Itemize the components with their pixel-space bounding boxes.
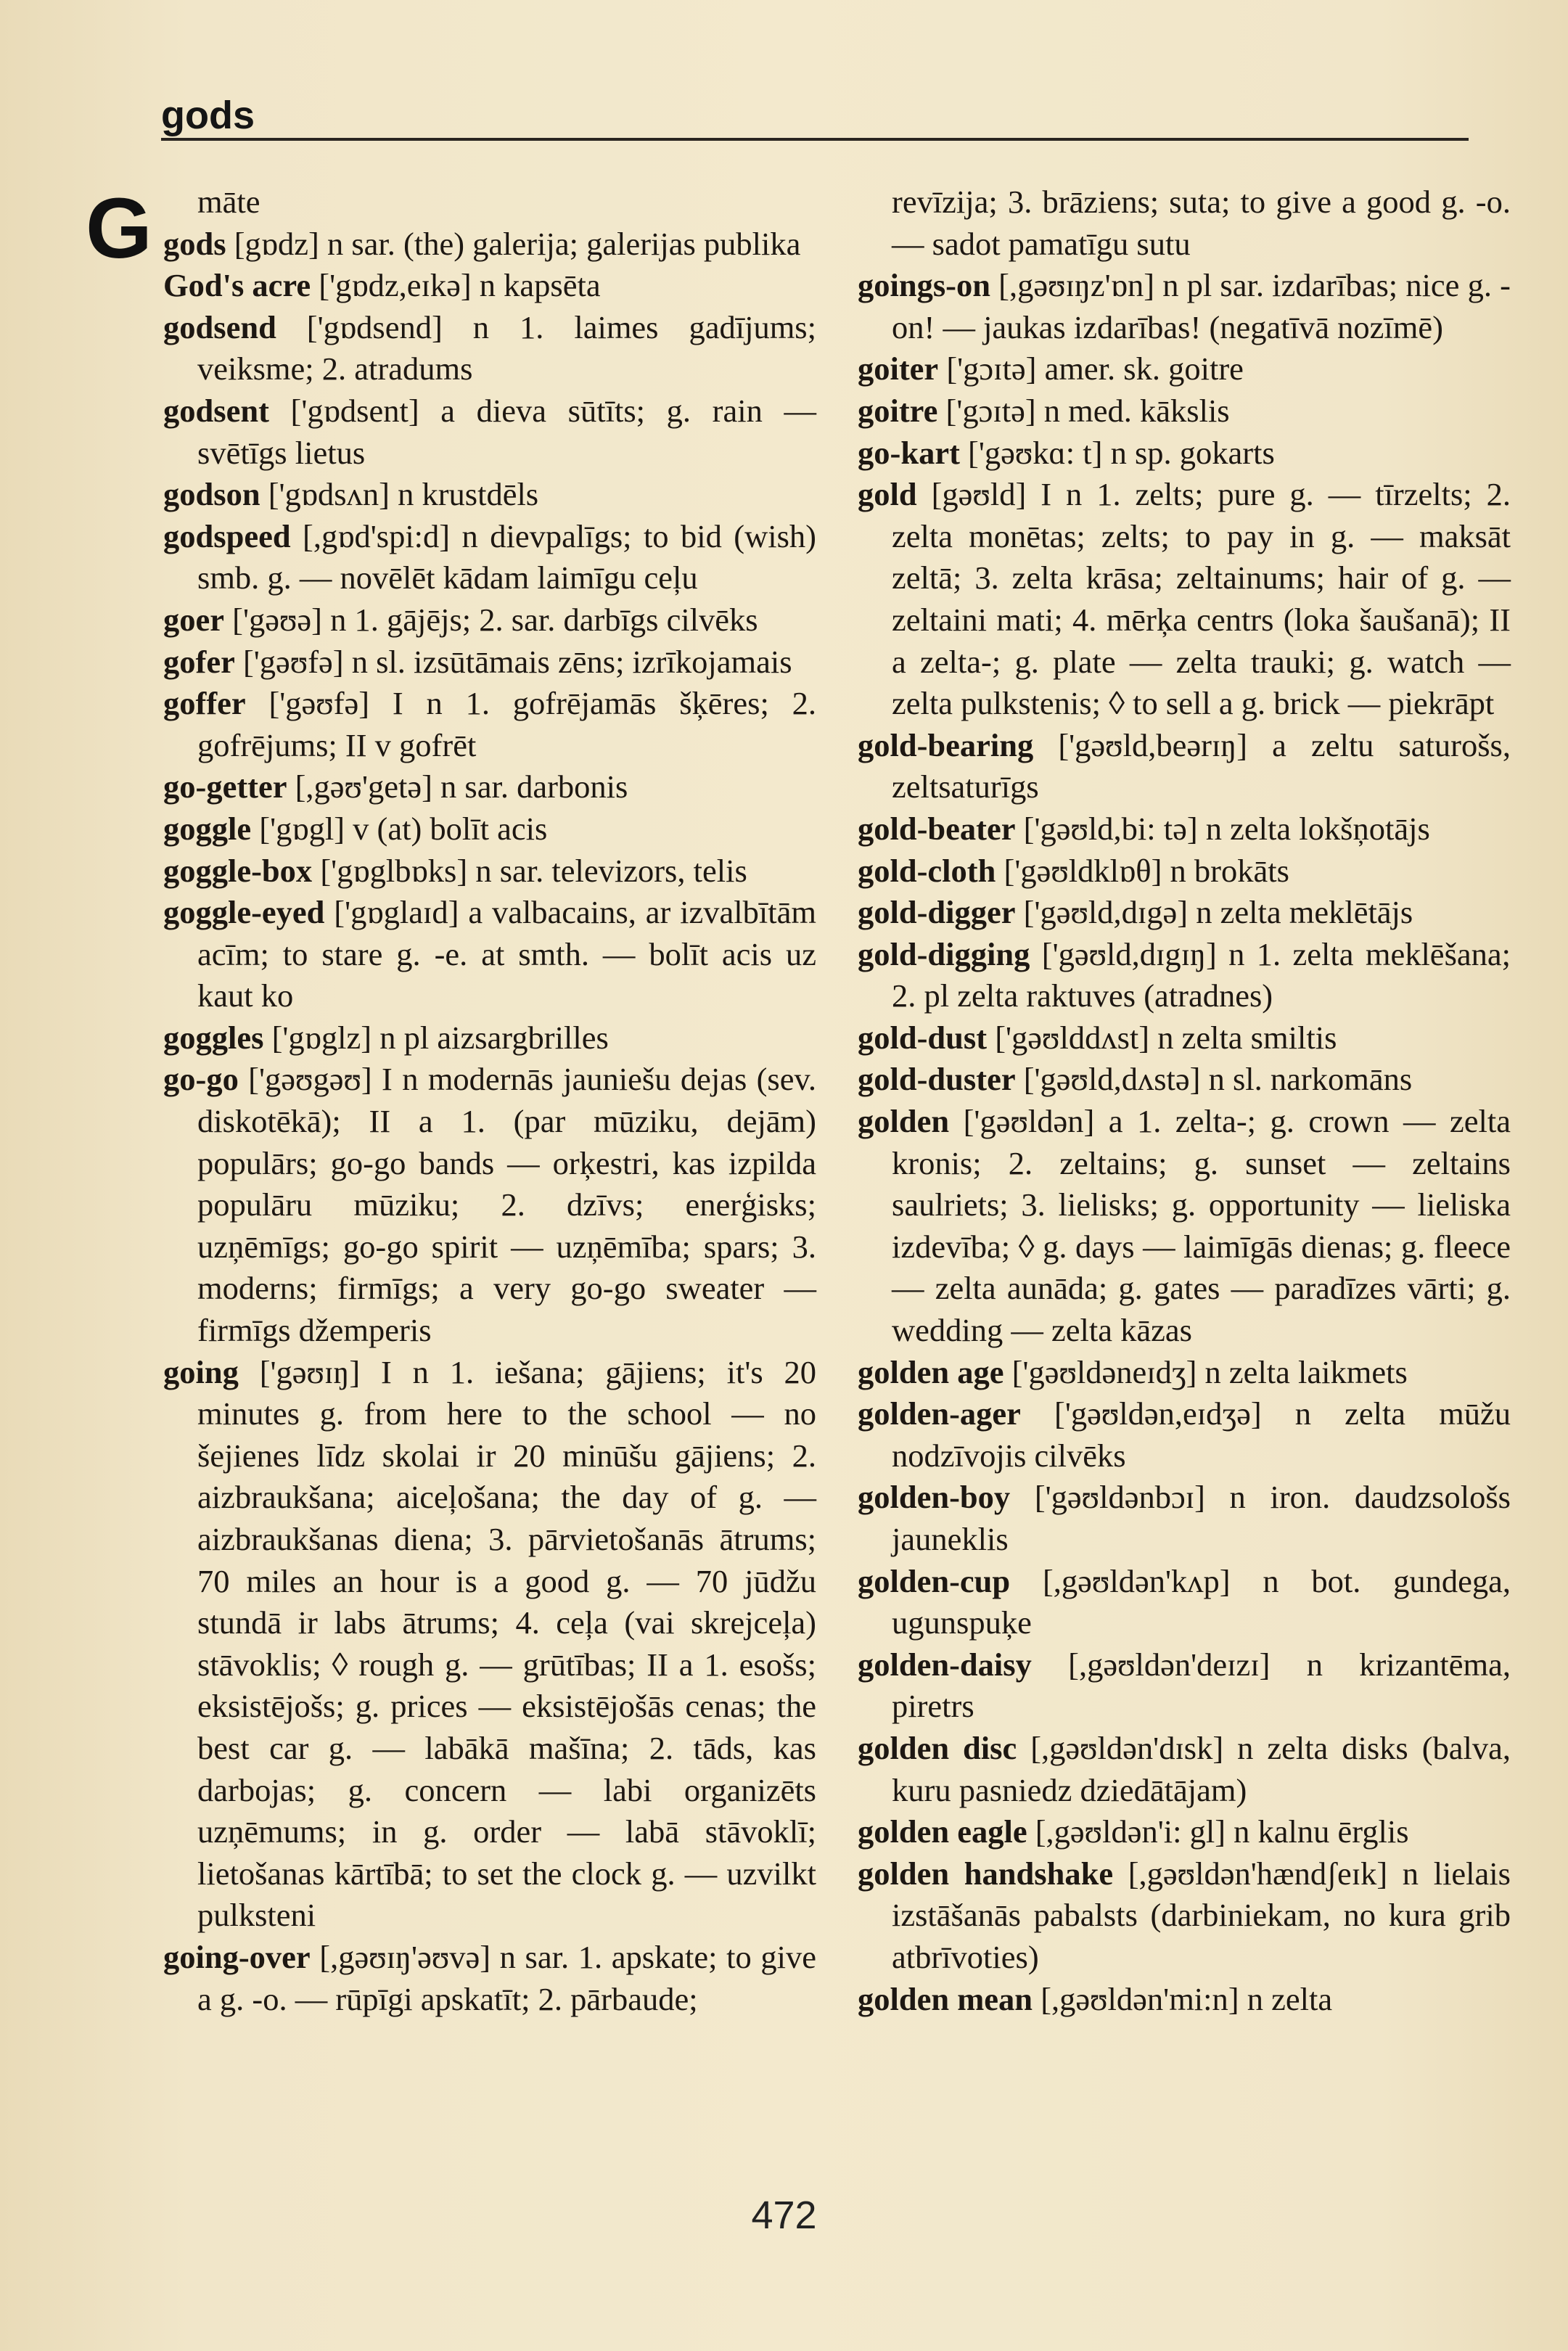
entry-headword: going	[163, 1353, 239, 1390]
entry-headword: gold-cloth	[858, 852, 996, 889]
dictionary-entry	[858, 390, 1511, 432]
dictionary-entry	[163, 390, 816, 474]
dictionary-entry	[163, 223, 816, 266]
dictionary-entry	[163, 766, 816, 808]
dictionary-entry	[858, 1477, 1511, 1560]
dictionary-entry	[858, 808, 1511, 850]
entry-definition: [,gɒd'spi:d] n dievpalīgs; to bid (wish) smb. g. — novēlēt kādam laimīgu ceļu	[197, 517, 816, 596]
entry-headword: golden eagle	[858, 1813, 1027, 1850]
entry-definition: ['gəʊfə] I n 1. gofrējamās šķēres; 2. gofrējums; II v gofrēt	[197, 685, 816, 763]
entry-definition: ['gəʊld,dʌstə] n sl. narkomāns	[1015, 1061, 1413, 1098]
dictionary-entry	[858, 1017, 1511, 1059]
dictionary-entry	[163, 850, 816, 893]
entry-headword: gold-beater	[858, 810, 1016, 847]
dictionary-entry	[858, 1101, 1511, 1352]
entry-definition: [,gəʊldən'kʌp] n bot. gundega, ugunspuķe	[892, 1562, 1511, 1641]
entry-headword: golden-boy	[858, 1479, 1011, 1516]
entry-definition: ['gəʊldən,eɪdʒə] n zelta mūžu nodzīvojis cilvēks	[892, 1395, 1511, 1474]
dictionary-entry	[858, 1561, 1511, 1644]
entry-headword: gold-bearing	[858, 726, 1034, 763]
entry-definition: ['gəʊgəʊ] I n modernās jauniešu dejas (sev. diskotēkā); II a 1. (par mūziku, dejām) populārs; go-go bands — orķestri, kas izpilda populāru mūziku; 2. dzīvs; enerģisks; uzņēmīgs; go-go spirit — uzņēmība; spars; 3. moderns; firmīgs; a very go-go sweater — firmīgs džemperis	[197, 1061, 816, 1349]
entry-headword: golden-daisy	[858, 1646, 1032, 1683]
entry-headword: goffer	[163, 685, 246, 722]
entry-headword: go-getter	[163, 768, 287, 805]
entry-headword: gold-duster	[858, 1061, 1016, 1098]
dictionary-entry	[163, 683, 816, 766]
entry-headword: golden handshake	[858, 1855, 1114, 1892]
entry-headword: God's acre	[163, 267, 311, 304]
dictionary-entry	[163, 641, 816, 684]
entry-headword: goiter	[858, 350, 939, 387]
right-column	[858, 181, 1511, 2020]
entry-definition: ['gɒdsent] a dieva sūtīts; g. rain — svētīgs lietus	[197, 392, 816, 471]
entry-definition: ['gəʊld,dɪgə] n zelta meklētājs	[1015, 894, 1413, 931]
dictionary-entry	[858, 1352, 1511, 1394]
dictionary-entry	[858, 892, 1511, 934]
entry-definition: ['gəʊld,beərɪŋ] a zeltu saturošs, zeltsaturīgs	[892, 726, 1511, 805]
entry-headword: going-over	[163, 1938, 311, 1975]
dictionary-entry	[163, 516, 816, 599]
entry-definition: [gəʊld] I n 1. zelts; pure g. — tīrzelts; 2. zelta monētas; zelts; to pay in g. — maksāt zeltā; 3. zelta krāsa; zeltainums; hair of g. — zeltaini mati; 4. mērķa centrs (loka šaušanā); II a zelta-; g. plate — zelta trauki; g. watch — zelta pulkstenis; ◊ to sell a g. brick — piekrāpt	[892, 476, 1511, 722]
dictionary-entry	[858, 474, 1511, 725]
entry-continuation: revīzija; 3. brāziens; suta; to give a good g. -o. — sadot pamatīgu sutu	[892, 184, 1511, 262]
entry-continuation: māte	[197, 184, 260, 220]
dictionary-entry	[163, 808, 816, 850]
entry-headword: golden-cup	[858, 1562, 1011, 1599]
entry-definition: ['gəʊkɑ: t] n sp. gokarts	[959, 434, 1275, 471]
entry-headword: goitre	[858, 392, 938, 429]
entry-definition: ['gəʊə] n 1. gājējs; 2. sar. darbīgs cilvēks	[224, 601, 758, 638]
dictionary-entry	[163, 1352, 816, 1937]
dictionary-entry	[163, 892, 816, 1017]
entry-headword: goggle	[163, 810, 252, 847]
entry-headword: gold-dust	[858, 1019, 988, 1056]
dictionary-entry	[163, 599, 816, 641]
dictionary-entry	[858, 1979, 1511, 2021]
entry-headword: gold-digger	[858, 894, 1016, 931]
entry-headword: goggles	[163, 1019, 264, 1056]
dictionary-entry	[858, 1393, 1511, 1477]
entry-headword: gold-digging	[858, 935, 1030, 972]
entry-definition: [,gəʊldən'mi:n] n zelta	[1033, 1980, 1333, 2017]
entry-definition: ['gɒdz,eɪkə] n kapsēta	[311, 267, 601, 304]
entry-headword: golden disc	[858, 1729, 1017, 1766]
entry-headword: golden mean	[858, 1980, 1033, 2017]
entry-headword: goings-on	[858, 267, 990, 304]
entry-headword: golden-ager	[858, 1395, 1021, 1432]
entry-definition: ['gɒglbɒks] n sar. televizors, telis	[312, 852, 747, 889]
thumb-index-letter: G	[86, 181, 152, 276]
page-number: 472	[751, 2194, 817, 2237]
entry-definition: ['gɔɪtə] n med. kākslis	[937, 392, 1230, 429]
entry-definition: [,gəʊɪŋ'əʊvə] n sar. 1. apskate; to give a g. -o. — rūpīgi apskatīt; 2. pārbaude;	[197, 1938, 816, 2017]
entry-definition: ['gəʊldən] a 1. zelta-; g. crown — zelta kronis; 2. zeltains; g. sunset — zeltains saulriets; 3. lielisks; g. opportunity — lieliska izdevība; ◊ g. days — laimīgās dienas; g. fleece — zelta aunāda; g. gates — paradīzes vārti; g. wedding — zelta kāzas	[892, 1103, 1511, 1349]
dictionary-entry	[858, 1853, 1511, 1979]
entry-headword: gofer	[163, 643, 235, 680]
entry-definition: [,gəʊldən'deɪzɪ] n krizantēma, piretrs	[892, 1646, 1511, 1725]
entry-definition: ['gəʊld,bi: tə] n zelta lokšņotājs	[1015, 810, 1430, 847]
entry-definition: ['gɒglz] n pl aizsargbrilles	[263, 1019, 609, 1056]
entry-headword: goggle-eyed	[163, 894, 325, 931]
entry-headword: golden	[858, 1103, 950, 1140]
dictionary-entry	[858, 1059, 1511, 1101]
entry-definition: ['gɔɪtə] amer. sk. goitre	[938, 350, 1244, 387]
left-column	[163, 181, 816, 2020]
entry-definition: [,gəʊldən'i: gl] n kalnu ērglis	[1027, 1813, 1409, 1850]
dictionary-entry	[163, 1017, 816, 1059]
dictionary-entry	[858, 1644, 1511, 1728]
dictionary-entry	[858, 265, 1511, 348]
entry-headword: gold	[858, 476, 917, 513]
entry-headword: godsend	[163, 308, 276, 345]
entry-headword: godsent	[163, 392, 269, 429]
entry-definition: ['gəʊldənbɔɪ] n iron. daudzsološs jauneklis	[892, 1479, 1511, 1557]
entry-headword: go-go	[163, 1061, 239, 1098]
dictionary-entry	[163, 474, 816, 516]
entry-headword: goggle-box	[163, 852, 313, 889]
dictionary-entry	[163, 1059, 816, 1351]
entry-definition: [,gəʊldən'hændʃeɪk] n lielais izstāšanās pabalsts (darbiniekam, no kura grib atbrīvoties)	[892, 1855, 1511, 1975]
entry-headword: gods	[163, 225, 226, 262]
entry-definition: [gɒdz] n sar. (the) galerija; galerijas publika	[226, 225, 801, 262]
dictionary-entry	[163, 265, 816, 307]
entry-definition: ['gəʊld,dɪgɪŋ] n 1. zelta meklēšana; 2. pl zelta raktuves (atradnes)	[892, 935, 1511, 1014]
header-rule	[161, 138, 1469, 141]
entry-definition: ['gɒdsend] n 1. laimes gadījums; veiksme; 2. atradums	[197, 308, 816, 387]
dictionary-entry	[858, 432, 1511, 475]
entry-definition: ['gɒglaɪd] a valbacains, ar izvalbītām acīm; to stare g. -e. at smth. — bolīt acis uz kaut ko	[197, 894, 816, 1014]
entry-definition: ['gəʊldəneɪdʒ] n zelta laikmets	[1003, 1353, 1408, 1390]
entry-definition: ['gəʊfə] n sl. izsūtāmais zēns; izrīkojamais	[234, 643, 792, 680]
dictionary-entry	[858, 850, 1511, 893]
entry-definition: [,gəʊ'getə] n sar. darbonis	[287, 768, 628, 805]
entry-definition: [,gəʊɪŋz'ɒn] n pl sar. izdarības; nice g. -on! — jaukas izdarības! (negatīvā nozīmē)	[892, 267, 1511, 345]
entry-definition: [,gəʊldən'dɪsk] n zelta disks (balva, kuru pasniedz dziedātājam)	[892, 1729, 1511, 1808]
entry-headword: golden age	[858, 1353, 1004, 1390]
entry-definition: ['gəʊldklɒθ] n brokāts	[996, 852, 1289, 889]
dictionary-entry	[858, 725, 1511, 808]
dictionary-entry	[858, 934, 1511, 1017]
entry-definition: ['gɒdsʌn] n krustdēls	[260, 476, 539, 513]
entry-definition: ['gəʊlddʌst] n zelta smiltis	[987, 1019, 1337, 1056]
dictionary-entry	[858, 1728, 1511, 1811]
dictionary-entry	[163, 1937, 816, 2020]
entry-headword: goer	[163, 601, 225, 638]
entry-headword: go-kart	[858, 434, 960, 471]
entry-headword: godspeed	[163, 517, 291, 554]
entry-headword: godson	[163, 476, 260, 513]
dictionary-entry	[858, 348, 1511, 390]
entry-definition: ['gəʊɪŋ] I n 1. iešana; gājiens; it's 20 minutes g. from here to the school — no šejienes līdz skolai ir 20 minūšu gājiens; 2. aizbraukšana; aiceļošana; the day of g. — aizbraukšanas diena; 3. pārvietošanās ātrums; 70 miles an hour is a good g. — 70 jūdžu stundā ir labs ātrums; 4. ceļa (vai skrejceļa) stāvoklis; ◊ rough g. — grūtības; II a 1. esošs; eksistējošs; g. prices — eksistējošās cenas; the best car g. — labākā mašīna; 2. tāds, kas darbojas; g. concern — labi organizēts uzņēmums; in g. order — labā stāvoklī; lietošanas kārtībā; to set the clock g. — uzvilkt pulksteni	[197, 1353, 816, 1934]
dictionary-entry	[858, 1811, 1511, 1853]
entry-definition: ['gɒgl] v (at) bolīt acis	[251, 810, 548, 847]
dictionary-entry	[163, 307, 816, 390]
running-head: gods	[161, 94, 255, 137]
